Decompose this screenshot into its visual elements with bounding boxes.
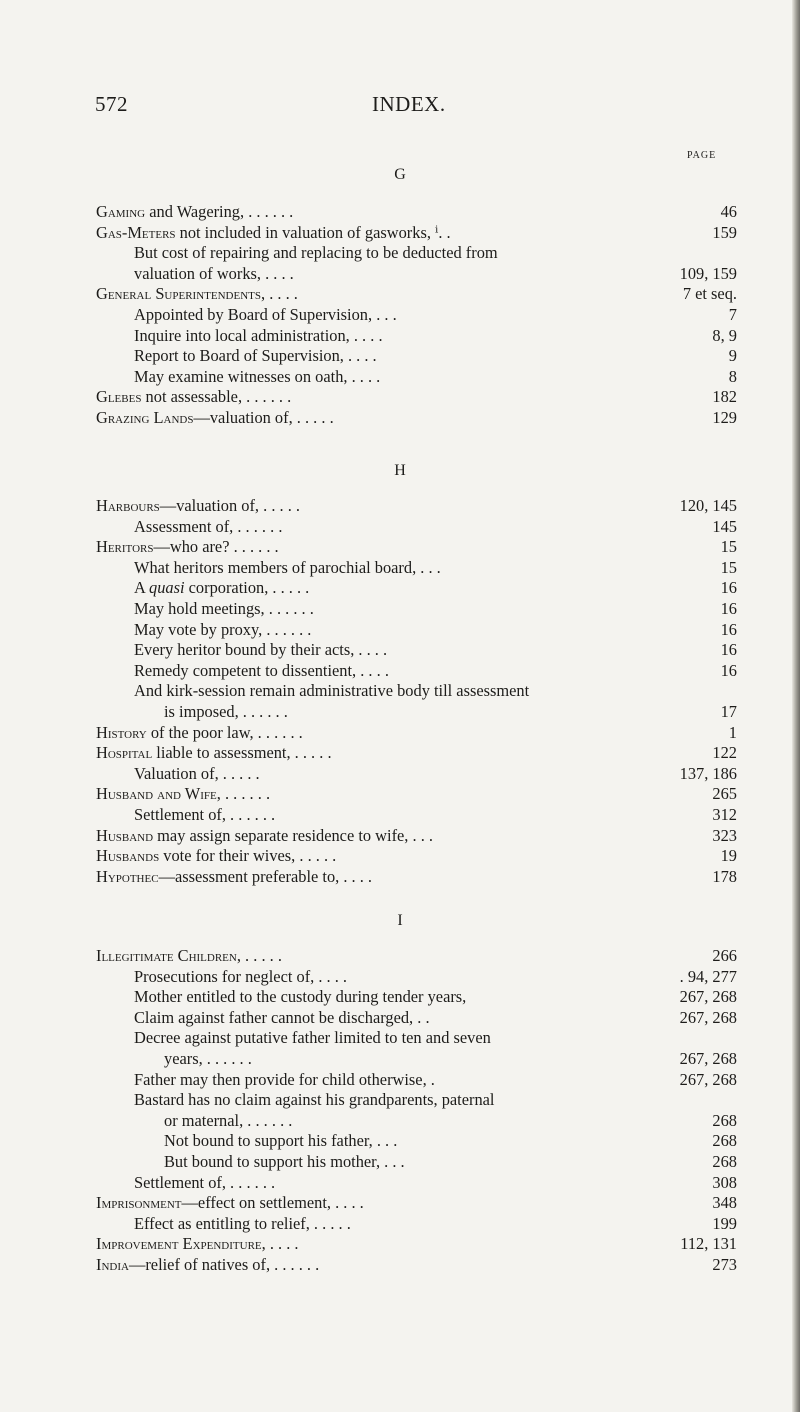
index-entry-description: Effect as entitling to relief, . . . . . xyxy=(134,1213,351,1233)
index-entry xyxy=(0,1234,800,1255)
index-entry xyxy=(0,326,800,347)
index-entry-description: Appointed by Board of Supervision, . . . xyxy=(134,304,397,324)
index-page-ref: 16 xyxy=(720,640,737,660)
index-entry-description: vote for their wives, . . . . . xyxy=(159,846,337,866)
index-entry-description: Assessment of, . . . . . . xyxy=(134,516,283,536)
index-heading-term: Gaming xyxy=(96,202,146,221)
index-page-ref: 109, 159 xyxy=(679,263,737,283)
index-entry-description: May vote by proxy, . . . . . . xyxy=(134,619,312,639)
index-entry-description: Settlement of, . . . . . . xyxy=(134,1172,276,1192)
index-page-ref: 122 xyxy=(712,743,737,763)
index-entry-text xyxy=(96,867,372,888)
index-entry-text xyxy=(96,743,332,764)
index-entry-description: —valuation of, . . . . . xyxy=(159,496,301,515)
index-entry-text xyxy=(134,620,311,641)
index-entry xyxy=(0,1070,800,1091)
index-entry-text xyxy=(96,408,334,429)
index-entry-text xyxy=(96,223,451,244)
index-heading-term: India xyxy=(96,1254,129,1274)
index-page-ref: 112, 131 xyxy=(680,1234,737,1254)
index-entry-text xyxy=(134,1028,491,1049)
index-page-ref: 308 xyxy=(712,1172,737,1192)
index-page-ref: 267, 268 xyxy=(679,1007,737,1027)
page-column-label: PAGE xyxy=(687,150,717,161)
index-heading-term: Gas-Meters xyxy=(96,222,176,242)
index-entry-description: may assign separate residence to wife, . . . xyxy=(153,825,433,845)
running-head: INDEX. xyxy=(372,92,446,116)
index-entry xyxy=(0,1111,800,1132)
index-entry-description: —assessment preferable to, . . . . xyxy=(158,866,373,886)
index-entry-description: But bound to support his mother, . . . xyxy=(164,1151,405,1171)
index-page-ref: 7 xyxy=(728,304,737,324)
index-entry-description: —effect on settlement, . . . . xyxy=(181,1193,364,1213)
index-page-ref: 120, 145 xyxy=(679,496,737,515)
index-entry-description: Mother entitled to the custody during tender years, xyxy=(134,987,467,1007)
index-entry xyxy=(0,967,800,988)
index-page-ref: 266 xyxy=(712,946,737,965)
index-entry xyxy=(0,346,800,367)
index-entry xyxy=(0,578,800,599)
index-entry-description: —who are? . . . . . . xyxy=(153,537,279,557)
index-entry-description: not included in valuation of gasworks, ⁱ. . xyxy=(175,222,451,242)
index-page-ref: 17 xyxy=(720,701,737,721)
index-page-ref: 178 xyxy=(712,866,737,886)
index-entry-description: Prosecutions for neglect of, . . . . xyxy=(134,966,348,986)
index-entry xyxy=(0,681,800,702)
index-entry xyxy=(0,1049,800,1070)
index-entry-description: May examine witnesses on oath, . . . . xyxy=(134,366,381,386)
index-entry-text xyxy=(164,702,288,723)
index-page-ref: 268 xyxy=(712,1151,737,1171)
index-entry-text xyxy=(134,640,387,661)
index-section-h xyxy=(0,496,800,887)
index-page-ref: 312 xyxy=(712,804,737,824)
index-page-ref: 16 xyxy=(720,660,737,680)
index-entry-description: liable to assessment, . . . . . xyxy=(152,743,332,763)
index-entry-description: Report to Board of Supervision, . . . . xyxy=(134,346,377,366)
index-entry-description: What heritors members of parochial board, . . . xyxy=(134,557,441,577)
index-page-ref: 46 xyxy=(720,202,737,221)
index-entry-description: —valuation of, . . . . . xyxy=(193,407,334,427)
index-page-ref: 267, 268 xyxy=(679,1069,737,1089)
index-entry-text xyxy=(134,661,389,682)
index-entry-description: Settlement of, . . . . . . xyxy=(134,804,276,824)
index-entry xyxy=(0,805,800,826)
index-entry xyxy=(0,1173,800,1194)
index-entry-text xyxy=(164,1131,397,1152)
index-entry-text xyxy=(134,987,466,1008)
index-page-ref: 199 xyxy=(712,1213,737,1233)
index-entry-text xyxy=(96,1234,299,1255)
index-heading-term: History xyxy=(96,722,147,742)
index-entry-description: and Wagering, . . . . . . xyxy=(145,202,294,221)
index-entry-text xyxy=(96,496,300,517)
index-entry-description: Father may then provide for child otherwise, . xyxy=(134,1069,435,1089)
index-section-g xyxy=(0,202,800,429)
index-entry xyxy=(0,1131,800,1152)
index-heading-term: Improvement Expenditure, xyxy=(96,1234,266,1254)
index-heading-term: Husband xyxy=(96,825,154,845)
index-page-ref: 129 xyxy=(712,407,737,427)
index-entry xyxy=(0,558,800,579)
index-page-ref: 137, 186 xyxy=(679,763,737,783)
index-entry-text xyxy=(134,326,383,347)
index-page-ref: 267, 268 xyxy=(679,987,737,1007)
index-heading-term: Husband and Wife, xyxy=(96,784,221,804)
index-entry xyxy=(0,764,800,785)
index-section-i xyxy=(0,946,800,1276)
index-entry-description: Remedy competent to dissentient, . . . . xyxy=(134,660,389,680)
index-entry xyxy=(0,496,800,517)
index-entry-text xyxy=(134,1214,351,1235)
index-entry xyxy=(0,640,800,661)
index-entry xyxy=(0,202,800,223)
index-entry xyxy=(0,517,800,538)
index-entry xyxy=(0,223,800,244)
index-entry xyxy=(0,784,800,805)
index-entry-text xyxy=(134,1070,435,1091)
index-heading-term: General Superintendents, xyxy=(96,284,266,304)
index-entry-description: Not bound to support his father, . . . xyxy=(164,1131,398,1151)
index-page-ref: 1 xyxy=(728,722,737,742)
index-entry-text xyxy=(96,1255,319,1276)
index-entry-description: But cost of repairing and replacing to be deducted from xyxy=(134,243,498,263)
index-entry xyxy=(0,537,800,558)
index-page-ref: 145 xyxy=(712,516,737,536)
index-page-ref: 268 xyxy=(712,1131,737,1151)
index-entry xyxy=(0,723,800,744)
index-entry xyxy=(0,946,800,967)
index-entry-description: . . . . . xyxy=(240,946,282,965)
index-page-ref: 265 xyxy=(712,784,737,804)
index-entry-text xyxy=(96,284,298,305)
index-entry xyxy=(0,987,800,1008)
index-page-ref: 15 xyxy=(720,557,737,577)
index-entry-text xyxy=(134,764,260,785)
index-entry xyxy=(0,408,800,429)
index-entry-description: of the poor law, . . . . . . xyxy=(146,722,303,742)
index-entry-description: . . . . xyxy=(265,1234,299,1254)
index-entry xyxy=(0,702,800,723)
index-heading-term: Imprisonment xyxy=(96,1193,182,1213)
index-entry-text xyxy=(134,264,294,285)
index-page-ref: . 94, 277 xyxy=(679,966,737,986)
index-entry-text xyxy=(134,1173,275,1194)
index-entry-description: Valuation of, . . . . . xyxy=(134,763,260,783)
index-entry xyxy=(0,1255,800,1276)
section-letter-h: H xyxy=(394,462,406,479)
index-entry xyxy=(0,620,800,641)
index-entry-text xyxy=(134,517,282,538)
index-entry-description: not assessable, . . . . . . xyxy=(141,387,292,407)
index-entry-text xyxy=(96,537,279,558)
index-page-ref: 323 xyxy=(712,825,737,845)
index-heading-term: Glebes xyxy=(96,387,142,407)
index-entry-text xyxy=(134,367,380,388)
index-entry xyxy=(0,599,800,620)
index-heading-term: Hypothec xyxy=(96,866,159,886)
index-entry xyxy=(0,1090,800,1111)
index-entry-text xyxy=(134,346,377,367)
index-page-ref: 267, 268 xyxy=(679,1048,737,1068)
index-entry-text xyxy=(164,1111,292,1132)
index-entry-description: Decree against putative father limited to ten and seven xyxy=(134,1028,491,1048)
section-letter-g: G xyxy=(394,166,406,183)
index-entry-text xyxy=(164,1049,252,1070)
index-entry-text xyxy=(134,243,498,264)
index-entry xyxy=(0,743,800,764)
index-page-ref: 8 xyxy=(728,366,737,386)
index-entry xyxy=(0,367,800,388)
index-entry-description: And kirk-session remain administrative body till assessment xyxy=(134,681,530,701)
index-heading-term: Husbands xyxy=(96,846,160,866)
index-heading-term: Hospital xyxy=(96,743,153,763)
index-entry-description: or maternal, . . . . . . xyxy=(164,1110,293,1130)
index-entry-description: May hold meetings, . . . . . . xyxy=(134,598,314,618)
index-entry xyxy=(0,1008,800,1029)
index-page-ref: 182 xyxy=(712,387,737,407)
index-page-ref: 159 xyxy=(712,222,737,242)
index-entry-text xyxy=(96,723,303,744)
index-entry xyxy=(0,243,800,264)
index-entry-text xyxy=(96,387,291,408)
index-page-ref: 19 xyxy=(720,846,737,866)
index-entry xyxy=(0,826,800,847)
index-entry-text xyxy=(134,805,275,826)
page-number: 572 xyxy=(95,92,128,116)
index-entry-text xyxy=(96,826,433,847)
index-entry-description: Every heritor bound by their acts, . . . . xyxy=(134,640,388,660)
index-entry-text xyxy=(134,558,441,579)
index-page-ref: 273 xyxy=(712,1254,737,1274)
index-entry-description: A quasi corporation, . . . . . xyxy=(134,578,310,598)
index-page-ref: 15 xyxy=(720,537,737,557)
index-entry xyxy=(0,867,800,888)
page-header xyxy=(0,92,800,122)
index-entry xyxy=(0,846,800,867)
index-entry-text xyxy=(96,784,270,805)
index-entry-text xyxy=(134,578,309,599)
index-entry xyxy=(0,387,800,408)
index-page-ref: 16 xyxy=(720,619,737,639)
index-entry-text xyxy=(134,1090,494,1111)
index-page-ref: 8, 9 xyxy=(712,325,737,345)
index-entry-text xyxy=(96,1193,364,1214)
index-entry-text xyxy=(96,946,282,967)
index-entry xyxy=(0,305,800,326)
index-heading-term: Harbours xyxy=(96,496,160,515)
index-entry xyxy=(0,284,800,305)
index-entry-description: —relief of natives of, . . . . . . xyxy=(128,1254,320,1274)
index-entry-text xyxy=(134,305,397,326)
index-page-ref: 268 xyxy=(712,1110,737,1130)
index-entry-description: . . . . . . xyxy=(220,784,271,804)
index-page-ref: 16 xyxy=(720,598,737,618)
index-entry xyxy=(0,1193,800,1214)
index-entry xyxy=(0,661,800,682)
index-entry-text xyxy=(134,1008,430,1029)
index-entry-text xyxy=(96,846,336,867)
index-heading-term: Heritors xyxy=(96,537,154,557)
index-page-ref: 9 xyxy=(728,346,737,366)
section-letter-i: I xyxy=(397,912,403,929)
index-entry-description: is imposed, . . . . . . xyxy=(164,701,288,721)
index-entry-description: valuation of works, . . . . xyxy=(134,263,294,283)
index-entry-description: years, . . . . . . xyxy=(164,1048,252,1068)
index-entry-description: Claim against father cannot be discharged, . . xyxy=(134,1007,430,1027)
index-entry-text xyxy=(96,202,293,223)
index-entry-text xyxy=(134,599,314,620)
index-entry-text xyxy=(134,681,529,702)
index-entry xyxy=(0,1214,800,1235)
index-entry xyxy=(0,264,800,285)
index-entry-description: Inquire into local administration, . . . . xyxy=(134,325,383,345)
index-heading-term: Grazing Lands xyxy=(96,407,194,427)
index-entry-description: . . . . xyxy=(265,284,298,304)
index-heading-term: Illegitimate Children, xyxy=(96,946,241,965)
index-entry-text xyxy=(134,967,347,988)
index-page-ref: 7 et seq. xyxy=(682,284,737,304)
index-entry-text xyxy=(164,1152,405,1173)
index-page-ref: 348 xyxy=(712,1193,737,1213)
index-entry xyxy=(0,1152,800,1173)
index-entry-description: Bastard has no claim against his grandparents, paternal xyxy=(134,1090,495,1110)
index-page-ref: 16 xyxy=(720,578,737,598)
index-entry xyxy=(0,1028,800,1049)
